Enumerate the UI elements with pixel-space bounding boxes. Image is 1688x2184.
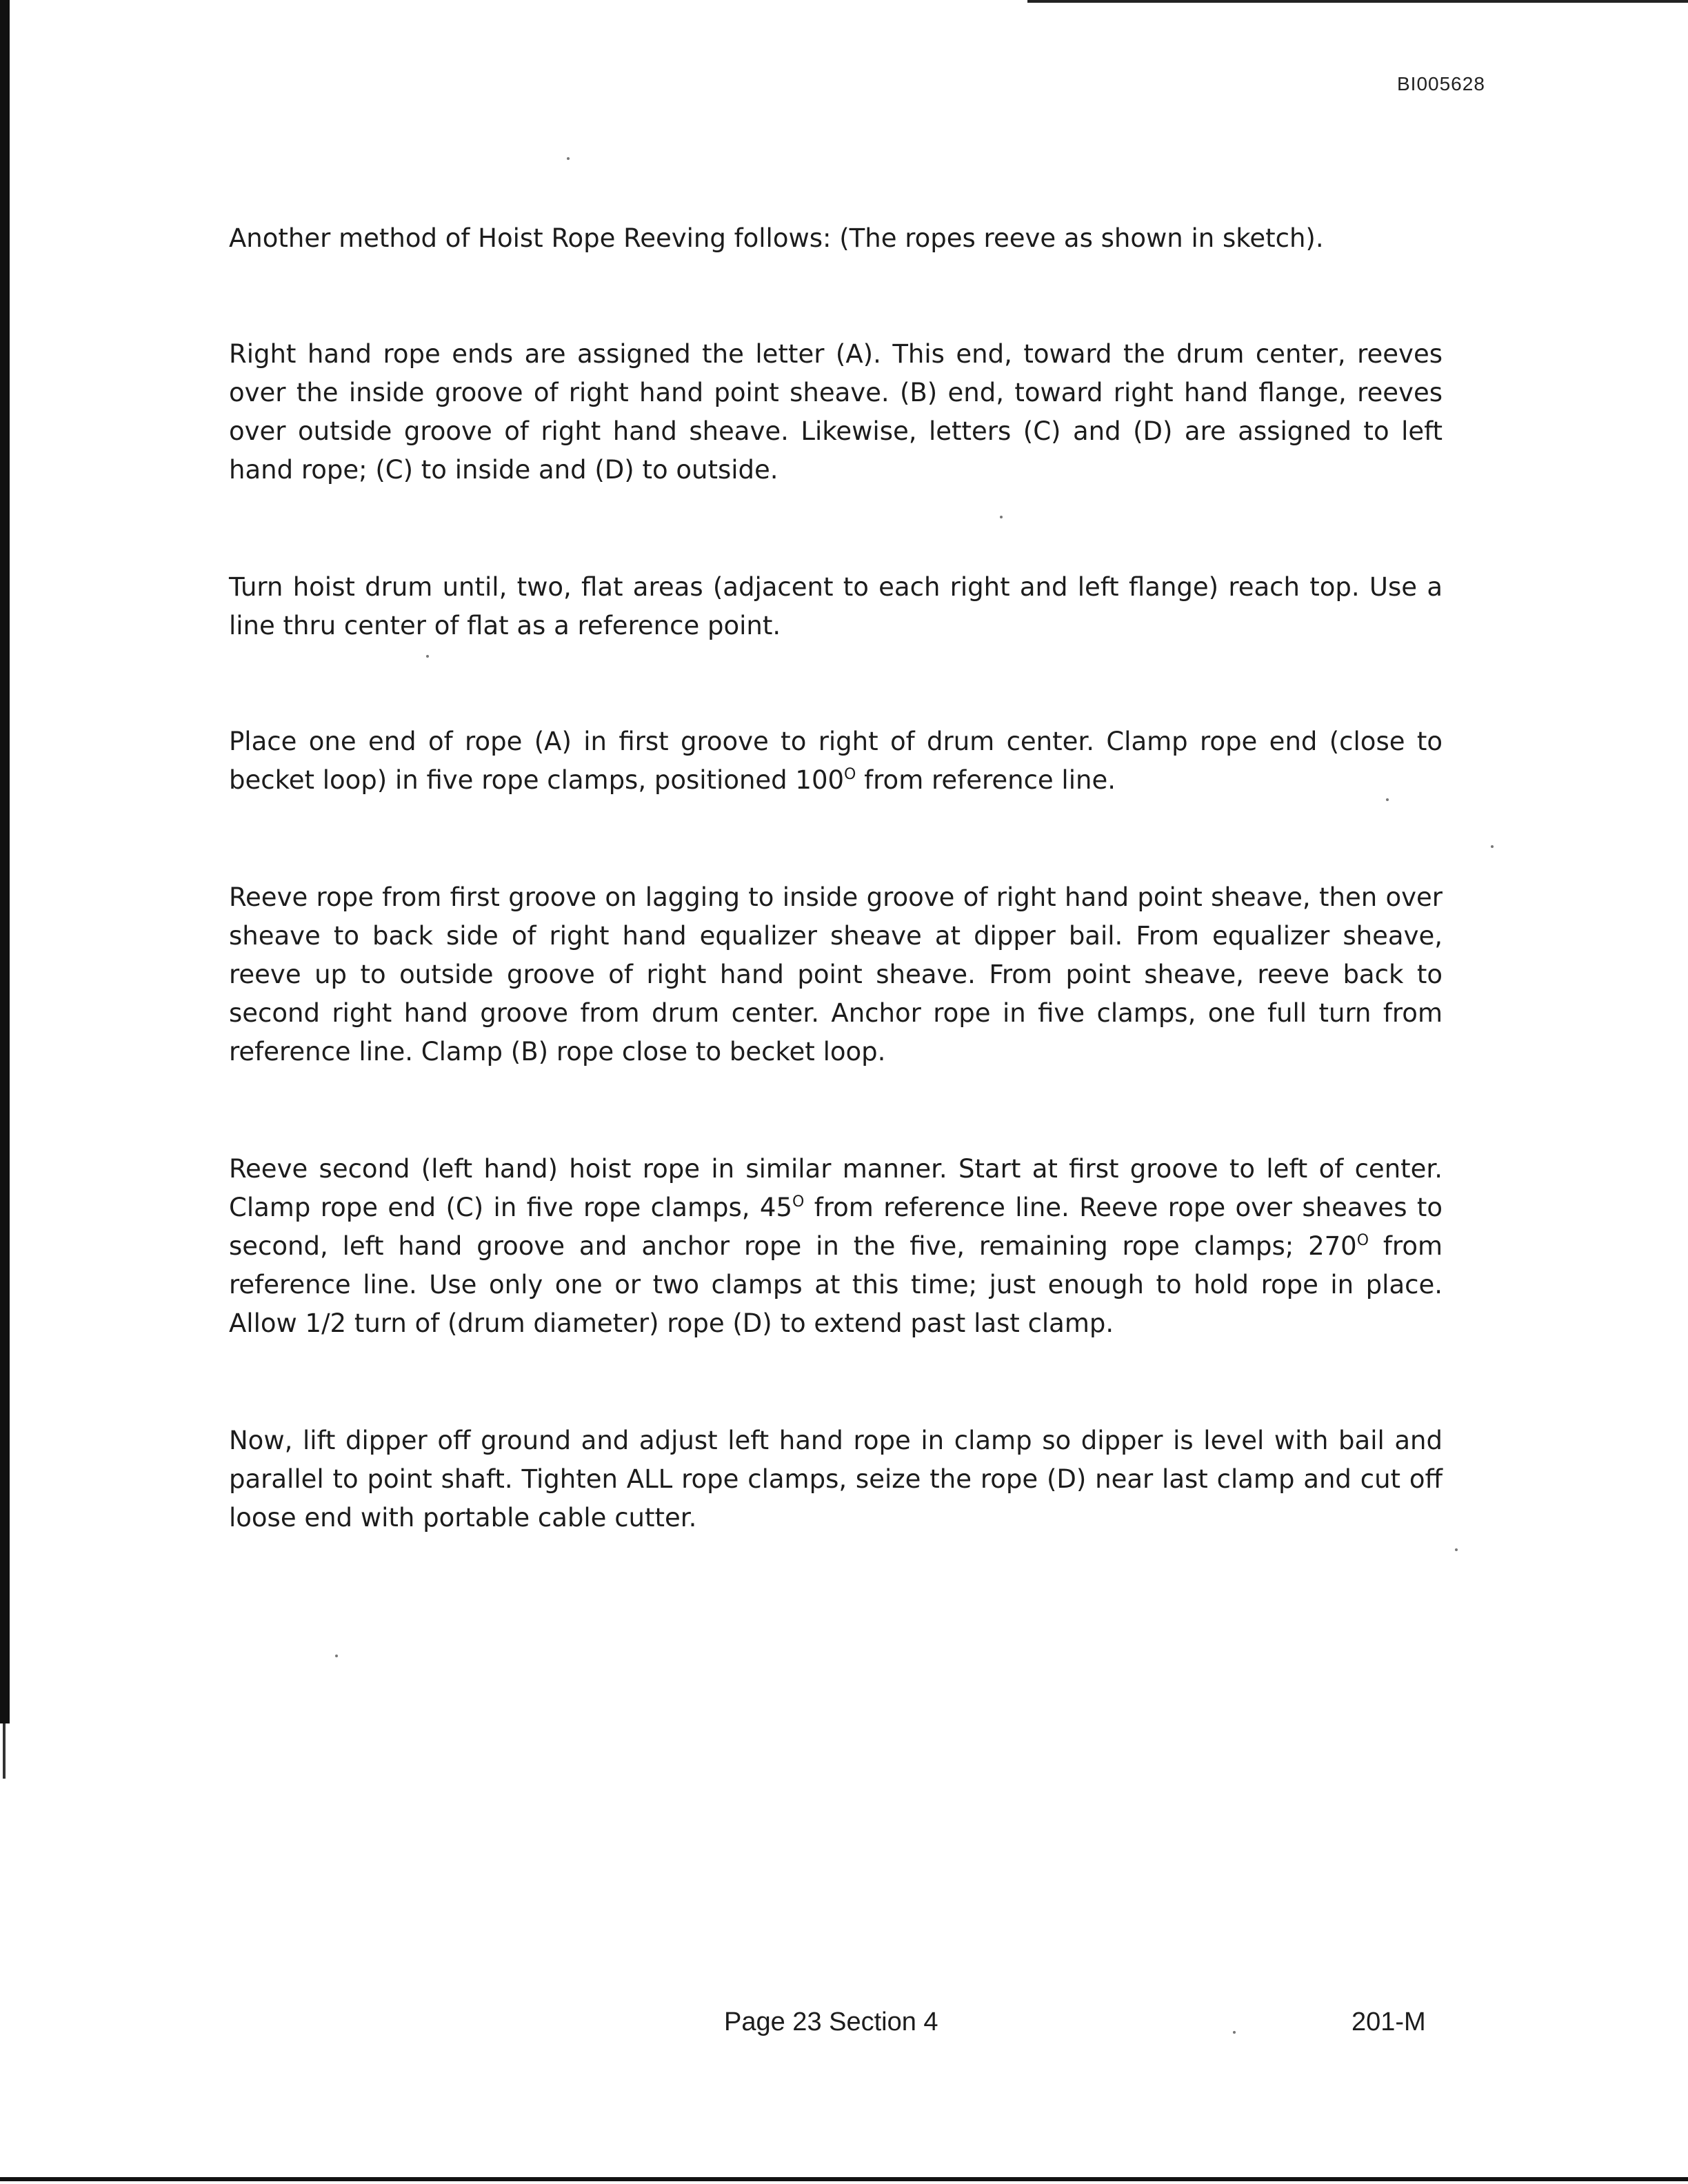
reeve-rope-paragraph: Reeve rope from first groove on lagging to inside groove of right hand point sheave, then over sheave to back side of right hand equalizer sheave at dipper bail. From equalizer sheave, reeve up to outside groove of right hand point sheave. From point sheave, reeve back to second right hand groove from drum center. Anchor rope in five clamps, one full turn from reference line. Clamp (B) rope close to becket loop.	[229, 882, 1443, 1066]
scan-edge-mark	[3, 1723, 6, 1779]
scan-bottom-line	[0, 2177, 1688, 2181]
second-rope-text-3: from reference line. Use only one or two clamps at this time; just enough to hold rope in place. Allow 1/2 turn of (drum diameter) rope (D) to extend past last clamp.	[229, 1231, 1443, 1338]
degree-symbol: O	[1356, 1232, 1369, 1249]
scan-speck	[335, 1655, 338, 1657]
scan-speck	[1386, 798, 1389, 801]
place-rope-a-text-end: from reference line.	[856, 765, 1116, 795]
page-number-label: Page 23 Section 4	[724, 2008, 938, 2036]
document-code: 201-M	[1352, 2008, 1426, 2036]
scan-speck	[567, 157, 570, 160]
scan-speck	[426, 655, 429, 658]
scan-speck	[1000, 516, 1003, 518]
second-rope-text-2: from reference line. Reeve rope over sheaves to second, left hand groove and anchor rope in the five, remaining rope clamps; 270	[229, 1193, 1443, 1261]
scan-speck	[1455, 1548, 1458, 1551]
degree-symbol: O	[844, 766, 856, 783]
second-rope-paragraph	[229, 1150, 1443, 1343]
degree-symbol: O	[792, 1193, 805, 1211]
intro-paragraph: Another method of Hoist Rope Reeving follows: (The ropes reeve as shown in sketch).	[229, 223, 1324, 253]
scan-top-line	[1027, 0, 1688, 3]
turn-drum-paragraph: Turn hoist drum until, two, flat areas (adjacent to each right and left flange) reach top. Use a line thru center of flat as a reference point.	[229, 572, 1443, 640]
scan-speck	[1491, 845, 1494, 848]
scan-speck	[1233, 2031, 1236, 2034]
place-rope-a-paragraph	[229, 722, 1443, 800]
document-id: BI005628	[1397, 73, 1485, 94]
final-paragraph: Now, lift dipper off ground and adjust left hand rope in clamp so dipper is level with bail and parallel to point shaft. Tighten ALL rope clamps, seize the rope (D) near last clamp and cut off loose end with portable cable cutter.	[229, 1426, 1443, 1533]
rope-ends-paragraph: Right hand rope ends are assigned the letter (A). This end, toward the drum center, reeves over the inside groove of right hand point sheave. (B) end, toward right hand flange, reeves over outside groove of right hand sheave. Likewise, letters (C) and (D) are assigned to left hand rope; (C) to inside and (D) to outside.	[229, 339, 1443, 485]
scan-edge-bar	[0, 0, 10, 1723]
place-rope-a-text: Place one end of rope (A) in first groove to right of drum center. Clamp rope end (close to becket loop) in five rope clamps, positioned 100	[229, 727, 1443, 795]
second-rope-text-1: Reeve second (left hand) hoist rope in similar manner. Start at first groove to left of center. Clamp rope end (C) in five rope clamps, 45	[229, 1154, 1443, 1222]
